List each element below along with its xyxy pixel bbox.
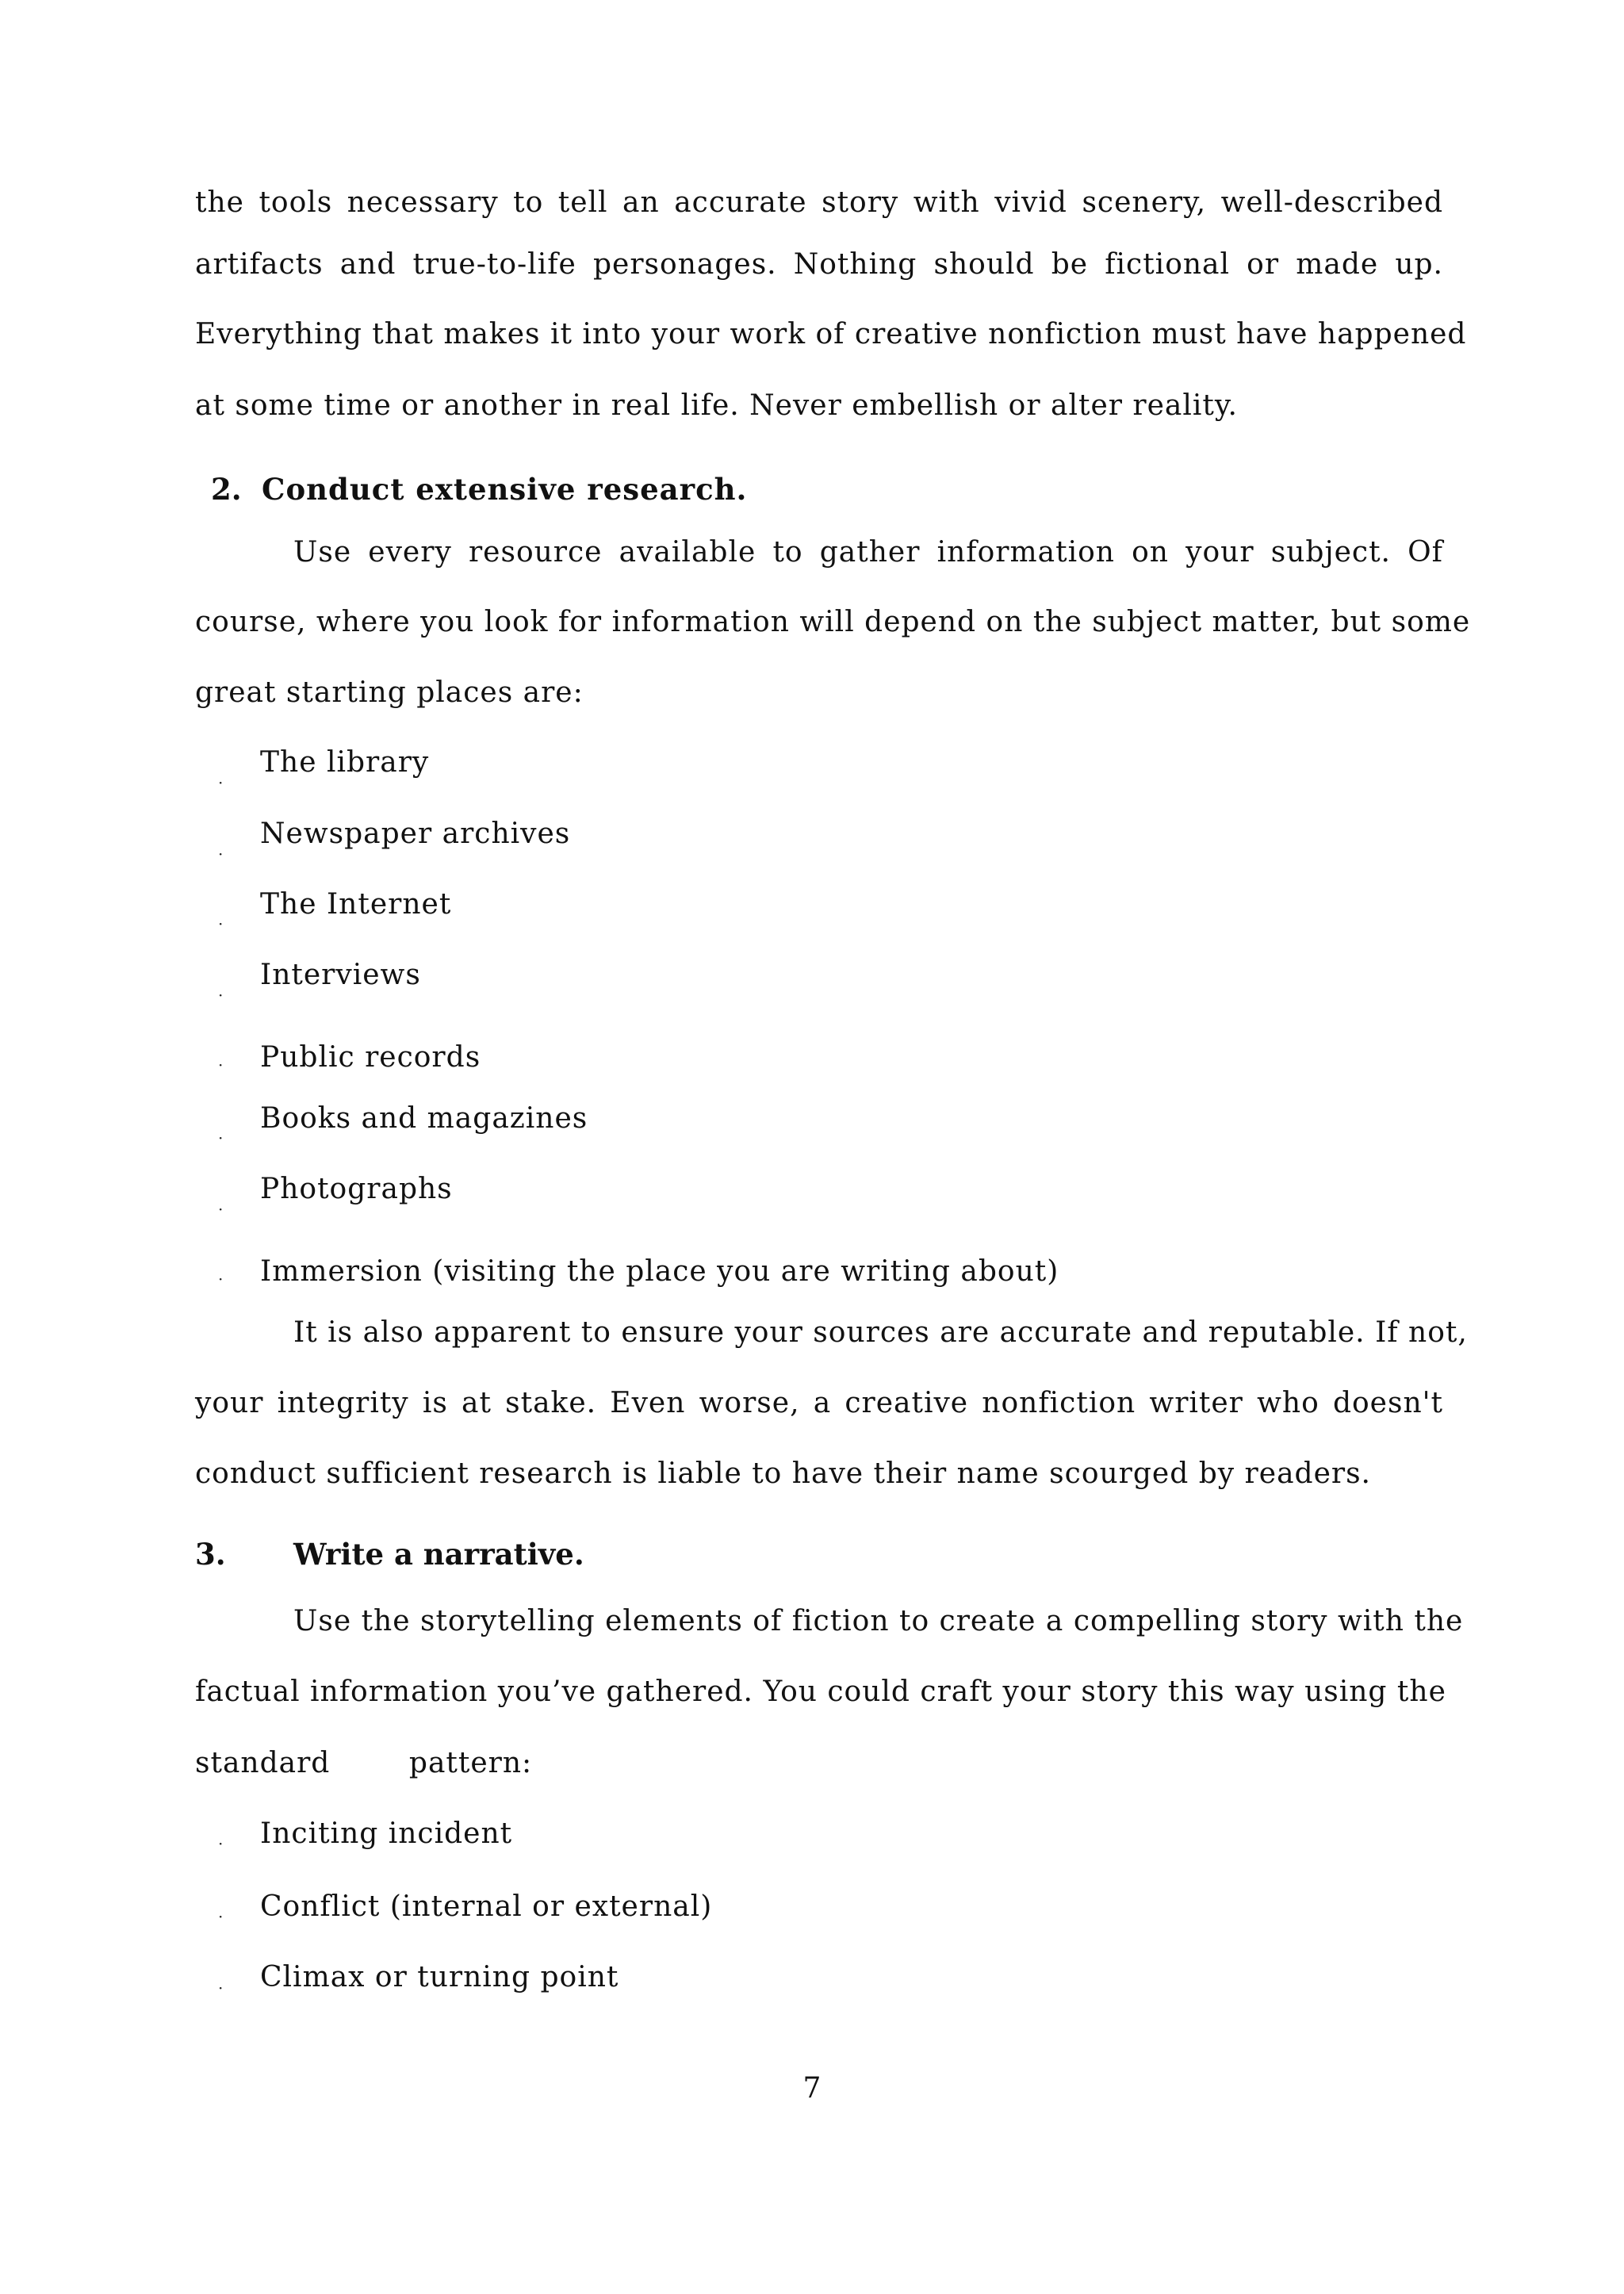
paragraph-line: artifacts and true-to-life personages. Nothing should be fictional or made up. xyxy=(195,248,1443,281)
paragraph-line: standard pattern: xyxy=(195,1747,533,1779)
bullet-marker: · xyxy=(218,844,224,864)
paragraph-line: Use the storytelling elements of fiction to create a compelling story with the xyxy=(293,1605,1464,1637)
page-number: 7 xyxy=(802,2072,822,2104)
paragraph-line: course, where you look for information will depend on the subject matter, but some xyxy=(195,606,1471,638)
list-item: Books and magazines xyxy=(260,1102,588,1135)
list-item: Newspaper archives xyxy=(260,818,571,850)
section-heading: Conduct extensive research. xyxy=(262,472,748,507)
list-item: Inciting incident xyxy=(260,1817,513,1850)
paragraph-line: great starting places are: xyxy=(195,676,584,709)
list-item: Photographs xyxy=(260,1173,453,1205)
paragraph-line: your integrity is at stake. Even worse, a creative nonfiction writer who doesn't xyxy=(195,1387,1443,1419)
bullet-marker: · xyxy=(218,1055,224,1074)
list-item: Immersion (visiting the place you are writing about) xyxy=(260,1255,1059,1288)
paragraph-line: at some time or another in real life. Never embellish or alter reality. xyxy=(195,389,1238,422)
paragraph-line: It is also apparent to ensure your sources are accurate and reputable. If not, xyxy=(293,1316,1468,1349)
list-item: The library xyxy=(260,746,430,779)
section-number: 3. xyxy=(195,1537,226,1572)
bullet-marker: · xyxy=(218,1200,224,1219)
bullet-marker: · xyxy=(218,1270,224,1289)
paragraph-line: the tools necessary to tell an accurate story with vivid scenery, well-described xyxy=(195,186,1443,219)
bullet-marker: · xyxy=(218,1907,224,1926)
bullet-marker: · xyxy=(218,1834,224,1853)
bullet-marker: · xyxy=(218,1978,224,1997)
paragraph-line: conduct sufficient research is liable to have their name scourged by readers. xyxy=(195,1457,1372,1490)
section-heading: Write a narrative. xyxy=(293,1537,584,1572)
bullet-marker: · xyxy=(218,1128,224,1147)
bullet-marker: · xyxy=(218,773,224,792)
paragraph-line: factual information you’ve gathered. You could craft your story this way using the xyxy=(195,1676,1446,1708)
section-number: 2. xyxy=(211,472,242,507)
list-item: The Internet xyxy=(260,888,452,921)
list-item: Interviews xyxy=(260,959,421,991)
list-item: Conflict (internal or external) xyxy=(260,1890,713,1923)
list-item: Climax or turning point xyxy=(260,1961,619,1993)
bullet-marker: · xyxy=(218,914,224,933)
paragraph-line: Everything that makes it into your work of creative nonfiction must have happened xyxy=(195,318,1467,350)
list-item: Public records xyxy=(260,1041,481,1074)
paragraph-line: Use every resource available to gather information on your subject. Of xyxy=(293,536,1443,569)
bullet-marker: · xyxy=(218,986,224,1005)
